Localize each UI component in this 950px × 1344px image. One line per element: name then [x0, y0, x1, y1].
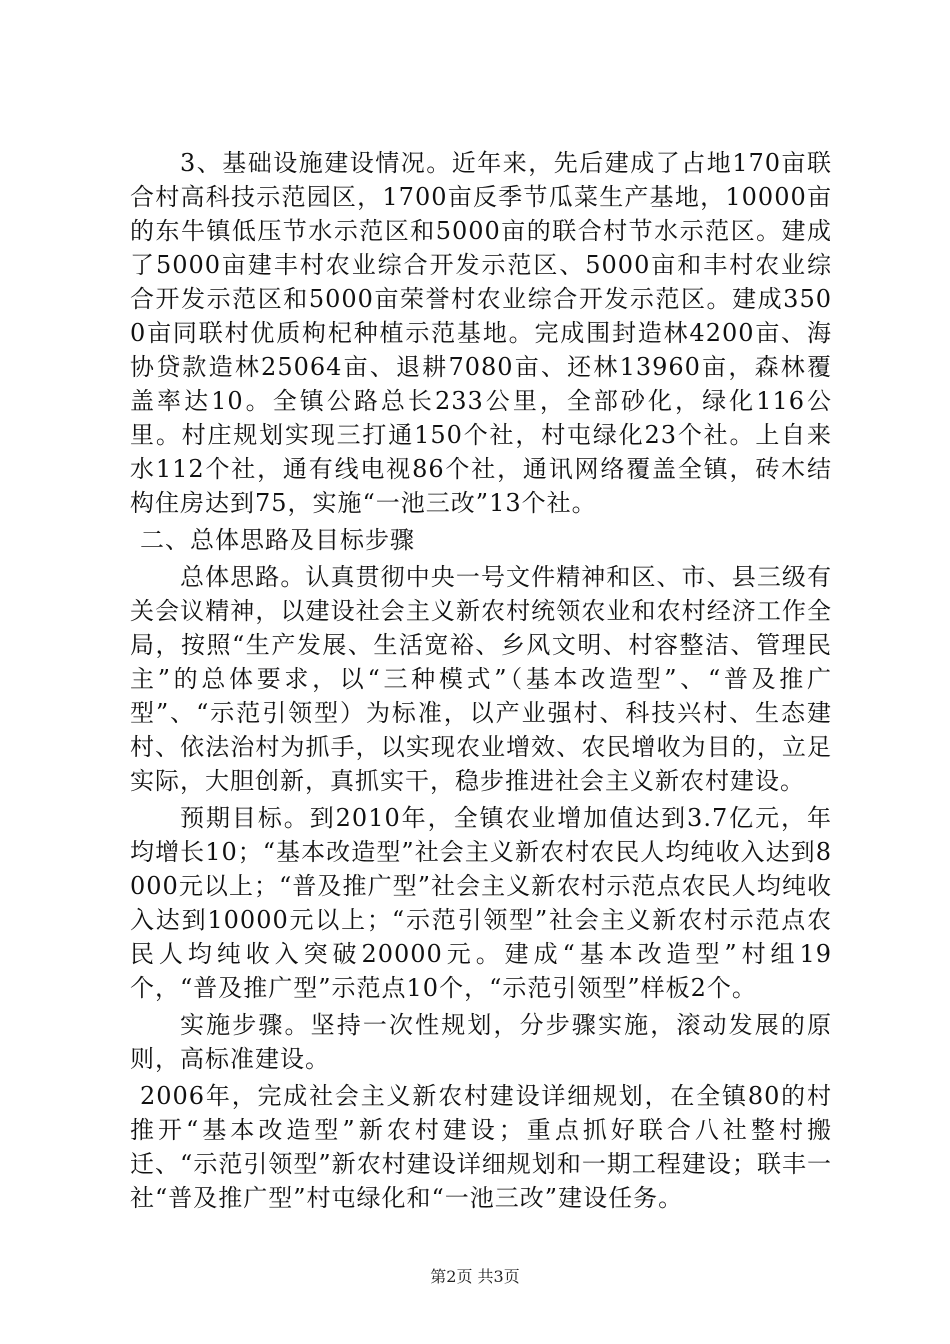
paragraph-overall-approach: 总体思路。认真贯彻中央一号文件精神和区、市、县三级有关会议精神，以建设社会主义新农村统领农业和农村经济工作全局，按照“生产发展、生活宽裕、乡风文明、村容整洁、管理民主”的总体要求，以“三种模式”（基本改造型”、“普及推广型”、“示范引领型）为标准，以产业强村、科技兴村、生态建村、依法治村为抓手，以实现农业增效、农民增收为目的，立足实际，大胆创新，真抓实干，稳步推进社会主义新农村建设。: [130, 563, 832, 795]
paragraph-expected-goals: 预期目标。到2010年，全镇农业增加值达到3.7亿元，年均增长10；“基本改造型”社会主义新农村农民人均纯收入达到8000元以上；“普及推广型”社会主义新农村示范点农民人均纯收入达到10000元以上；“示范引领型”社会主义新农村示范点农民人均纯收入突破20000元。建成“基本改造型”村组19个，“普及推广型”示范点10个，“示范引领型”样板2个。: [130, 804, 832, 1002]
paragraph-implementation-steps: 实施步骤。坚持一次性规划，分步骤实施，滚动发展的原则，高标准建设。: [130, 1011, 832, 1073]
page-footer: 第2页 共3页: [430, 1267, 520, 1286]
section-heading: 二、总体思路及目标步骤: [140, 526, 415, 554]
document-body: [130, 146, 832, 1218]
paragraph-infrastructure: 3、基础设施建设情况。近年来，先后建成了占地170亩联合村高科技示范园区，1700亩反季节瓜菜生产基地，10000亩的东牛镇低压节水示范区和5000亩的联合村节水示范区。建成了5000亩建丰村农业综合开发示范区、5000亩和丰村农业综合开发示范区和5000亩荣誉村农业综合开发示范区。建成3500亩同联村优质枸杞种植示范基地。完成围封造林4200亩、海协贷款造林25064亩、退耕7080亩、还林13960亩，森林覆盖率达10。全镇公路总长233公里，全部砂化，绿化116公里。村庄规划实现三打通150个社，村屯绿化23个社。上自来水112个社，通有线电视86个社，通讯网络覆盖全镇，砖木结构住房达到75，实施“一池三改”13个社。: [130, 149, 832, 517]
paragraph-year-2006: 2006年，完成社会主义新农村建设详细规划，在全镇80的村推开“基本改造型”新农村建设；重点抓好联合八社整村搬迁、“示范引领型”新农村建设详细规划和一期工程建设；联丰一社“普及推广型”村屯绿化和“一池三改”建设任务。: [130, 1082, 832, 1212]
